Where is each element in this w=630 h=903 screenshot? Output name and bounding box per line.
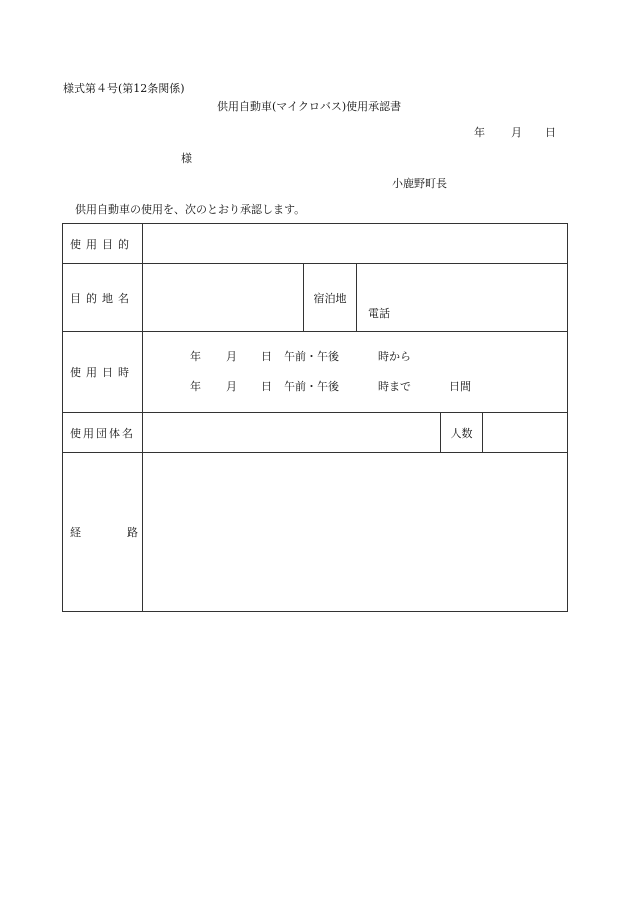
route-label-right: 路 [127,526,138,539]
form-number: 様式第４号(第12条関係) [63,82,185,95]
issue-date-year: 年 [474,126,485,139]
people-field[interactable] [483,413,568,453]
issuer-name: 小鹿野町長 [392,177,447,190]
row-destination [63,264,568,332]
document-title: 供用自動車(マイクロバス)使用承認書 [217,100,402,113]
end-day-label: 日 [261,380,272,393]
group-field[interactable] [143,413,441,453]
row-purpose [63,224,568,264]
phone-label: 電話 [368,307,390,320]
purpose-label: 使用目的 [63,224,143,264]
start-ampm-label: 午前・午後 [284,350,339,363]
group-label: 使用団体名 [63,413,143,453]
end-ampm-label: 午前・午後 [284,380,339,393]
end-month-label: 月 [226,380,237,393]
start-year-label: 年 [190,350,201,363]
start-time-label: 時から [378,350,411,363]
route-label [63,453,143,612]
lodging-label: 宿泊地 [304,264,357,332]
usage-date-field[interactable] [143,332,568,413]
end-time-label: 時まで [378,380,411,393]
start-day-label: 日 [261,350,272,363]
days-label: 日間 [449,380,471,393]
route-label-left: 経 [70,526,81,539]
addressee-suffix: 様 [181,152,192,165]
end-year-label: 年 [190,380,201,393]
row-route [63,453,568,612]
purpose-field[interactable] [143,224,568,264]
approval-form-table [62,223,568,612]
route-field[interactable] [143,453,568,612]
start-month-label: 月 [226,350,237,363]
row-usage-datetime [63,332,568,413]
people-label: 人数 [441,413,483,453]
issue-date-day: 日 [545,126,556,139]
intro-text: 供用自動車の使用を、次のとおり承認します。 [75,203,306,216]
issue-date-month: 月 [511,126,522,139]
usage-date-label: 使用日時 [63,332,143,413]
lodging-field[interactable] [357,264,568,332]
destination-field[interactable] [143,264,304,332]
row-group [63,413,568,453]
destination-label: 目的地名 [63,264,143,332]
